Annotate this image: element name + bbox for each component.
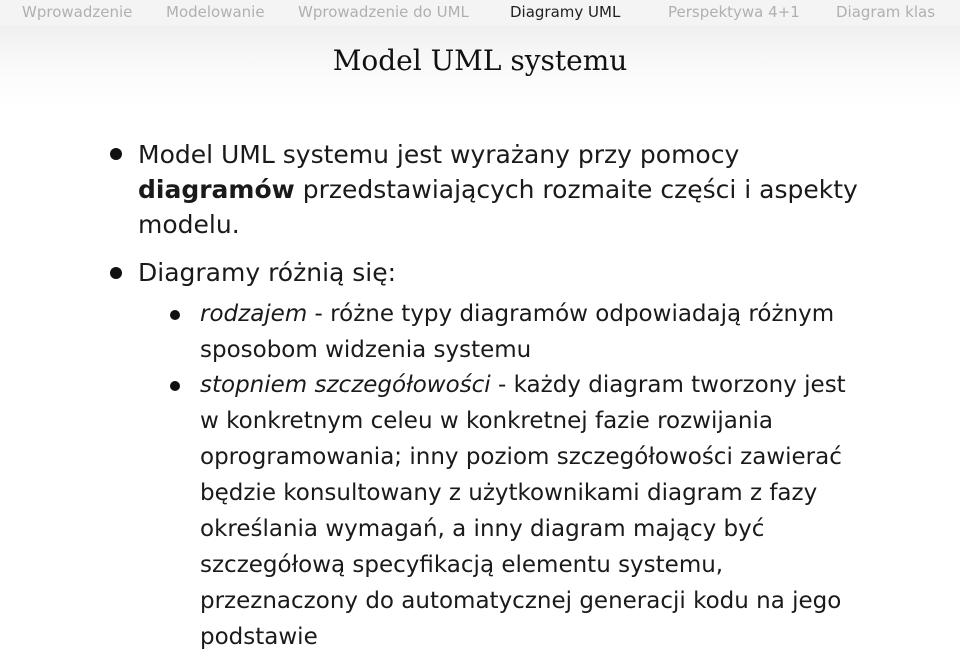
bullet1-line3: modelu. xyxy=(138,210,240,239)
sub2-line: będzie konsultowany z użytkownikami diagram z fazy xyxy=(200,480,818,506)
bullet1-line1: Model UML systemu jest wyrażany przy pomocy xyxy=(138,140,740,169)
term-diagramow: diagramów xyxy=(138,175,295,204)
term-rodzajem: rodzajem xyxy=(200,301,308,327)
nav-item-perspektywa[interactable]: Perspektywa 4+1 xyxy=(668,3,800,21)
bullet-icon xyxy=(110,267,122,279)
sub2-line1-rest: - każdy diagram tworzony jest xyxy=(490,372,846,398)
nav-item-wprowadzenie-do-uml[interactable]: Wprowadzenie do UML xyxy=(298,3,469,21)
bullet1-line2-rest: przedstawiających rozmaite części i aspekty xyxy=(294,175,858,204)
sub2-line: oprogramowania; inny poziom szczegółowości zawierać xyxy=(200,444,842,470)
nav-item-wprowadzenie[interactable]: Wprowadzenie xyxy=(22,3,133,21)
slide-title: Model UML systemu xyxy=(332,44,628,77)
term-stopniem-szczegolowosci: stopniem szczegółowości xyxy=(200,372,491,398)
sub2-line1 xyxy=(200,368,846,403)
sub2-line: szczegółową specyfikacją elementu systemu, xyxy=(200,552,724,578)
nav-item-modelowanie[interactable]: Modelowanie xyxy=(166,3,265,21)
sub1-line1-rest: - różne typy diagramów odpowiadają różnym xyxy=(307,301,835,327)
sub2-line: przeznaczony do automatycznej generacji kodu na jego xyxy=(200,588,842,614)
sub2-line: w konkretnym celeu w konkretnej fazie rozwijania xyxy=(200,408,773,434)
bullet1-line2 xyxy=(138,172,858,207)
sub-bullet-icon xyxy=(170,381,180,391)
sub1-line1 xyxy=(200,297,834,332)
sub2-line: podstawie xyxy=(200,624,318,650)
sub-bullet-icon xyxy=(170,310,180,320)
bullet2-line1: Diagramy różnią się: xyxy=(138,258,397,287)
sub2-line: określania wymagań, a inny diagram mający być xyxy=(200,516,765,542)
nav-item-diagramy-uml[interactable]: Diagramy UML xyxy=(510,3,621,21)
nav-item-diagram-klas[interactable]: Diagram klas xyxy=(836,3,936,21)
sub1-line2: sposobom widzenia systemu xyxy=(200,337,532,363)
bullet-icon xyxy=(110,148,122,160)
navigation-bar xyxy=(0,0,960,26)
